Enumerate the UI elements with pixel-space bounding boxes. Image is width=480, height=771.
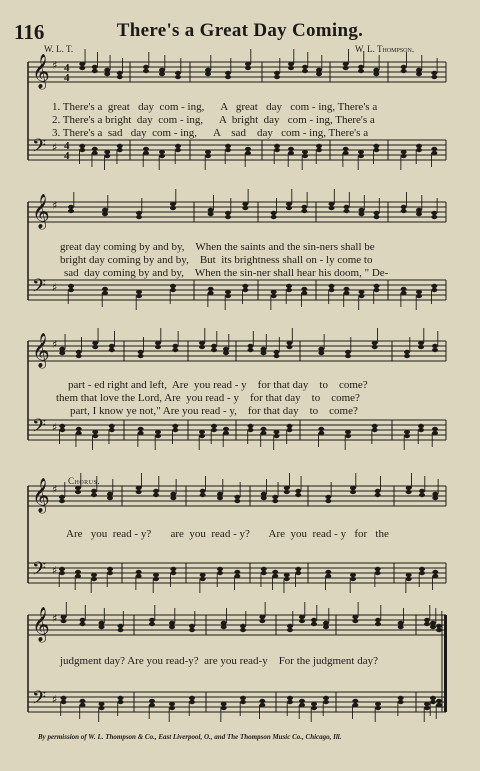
svg-text:♯: ♯ (52, 612, 58, 625)
svg-text:♯: ♯ (52, 564, 58, 577)
svg-text:4: 4 (64, 72, 70, 84)
svg-text:𝄢: 𝄢 (32, 276, 47, 301)
music-author: W. L. Thompson. (355, 44, 415, 54)
svg-text:𝄞: 𝄞 (32, 607, 50, 642)
svg-text:4: 4 (64, 140, 70, 152)
lyric-line-s1-v2: 2. There's a bright day com - ing, A bright day com - ing, There's a (52, 114, 375, 126)
lyric-line-s2-v1: great day coming by and by, When the saints and the sin-ners shall be (60, 241, 375, 253)
svg-text:♯: ♯ (52, 59, 58, 72)
lyric-line-s3-v2: them that love the Lord, Are you read - y for that day to come? (56, 392, 360, 404)
lyric-line-s5: judgment day? Are you read-y? are you read-y For the judgment day? (60, 655, 378, 667)
svg-text:♯: ♯ (52, 693, 58, 706)
lyric-line-s1-v3: 3. There's a sad day com - ing, A sad day com - ing, There's a (52, 127, 369, 139)
svg-text:4: 4 (64, 150, 70, 162)
svg-text:♯: ♯ (52, 483, 58, 496)
svg-text:𝄢: 𝄢 (32, 416, 47, 441)
svg-text:♯: ♯ (52, 338, 58, 351)
svg-text:♯: ♯ (52, 141, 58, 154)
svg-text:♯: ♯ (52, 199, 58, 212)
svg-text:𝄢: 𝄢 (32, 136, 47, 161)
svg-text:𝄞: 𝄞 (32, 54, 50, 89)
lyric-line-s3-v1: part - ed right and left, Are you read - y for that day to come? (68, 379, 368, 391)
lyric-line-s1-v1: 1. There's a great day com - ing, A great day com - ing, There's a (52, 101, 378, 113)
page-number: 116 (14, 20, 45, 44)
svg-text:♯: ♯ (52, 421, 58, 434)
lyric-line-s3-v3: part, I know ye not," Are you read - y, for that day to come? (70, 405, 358, 417)
chorus-label: Chorus. (68, 476, 101, 486)
svg-text:♯: ♯ (52, 281, 58, 294)
svg-text:𝄞: 𝄞 (32, 194, 50, 229)
svg-text:4: 4 (64, 62, 70, 74)
words-author: W. L. T. (44, 44, 74, 54)
svg-text:𝄢: 𝄢 (32, 559, 47, 584)
svg-text:𝄢: 𝄢 (32, 688, 47, 713)
lyric-line-s2-v3: sad day coming by and by, When the sin-ner shall hear his doom, " De- (64, 267, 389, 279)
svg-text:𝄞: 𝄞 (32, 478, 50, 513)
lyric-line-s2-v2: bright day coming by and by, But its brightness shall on - ly come to (60, 254, 373, 266)
copyright-footer: By permission of W. L. Thompson & Co., East Liverpool, O., and The Thompson Music Co., Chicago, Ill. (38, 733, 342, 741)
svg-text:𝄞: 𝄞 (32, 333, 50, 368)
lyric-line-s4: Are you read - y? are you read - y? Are you read - y for the (66, 528, 389, 540)
hymn-title: There's a Great Day Coming. (116, 20, 364, 41)
